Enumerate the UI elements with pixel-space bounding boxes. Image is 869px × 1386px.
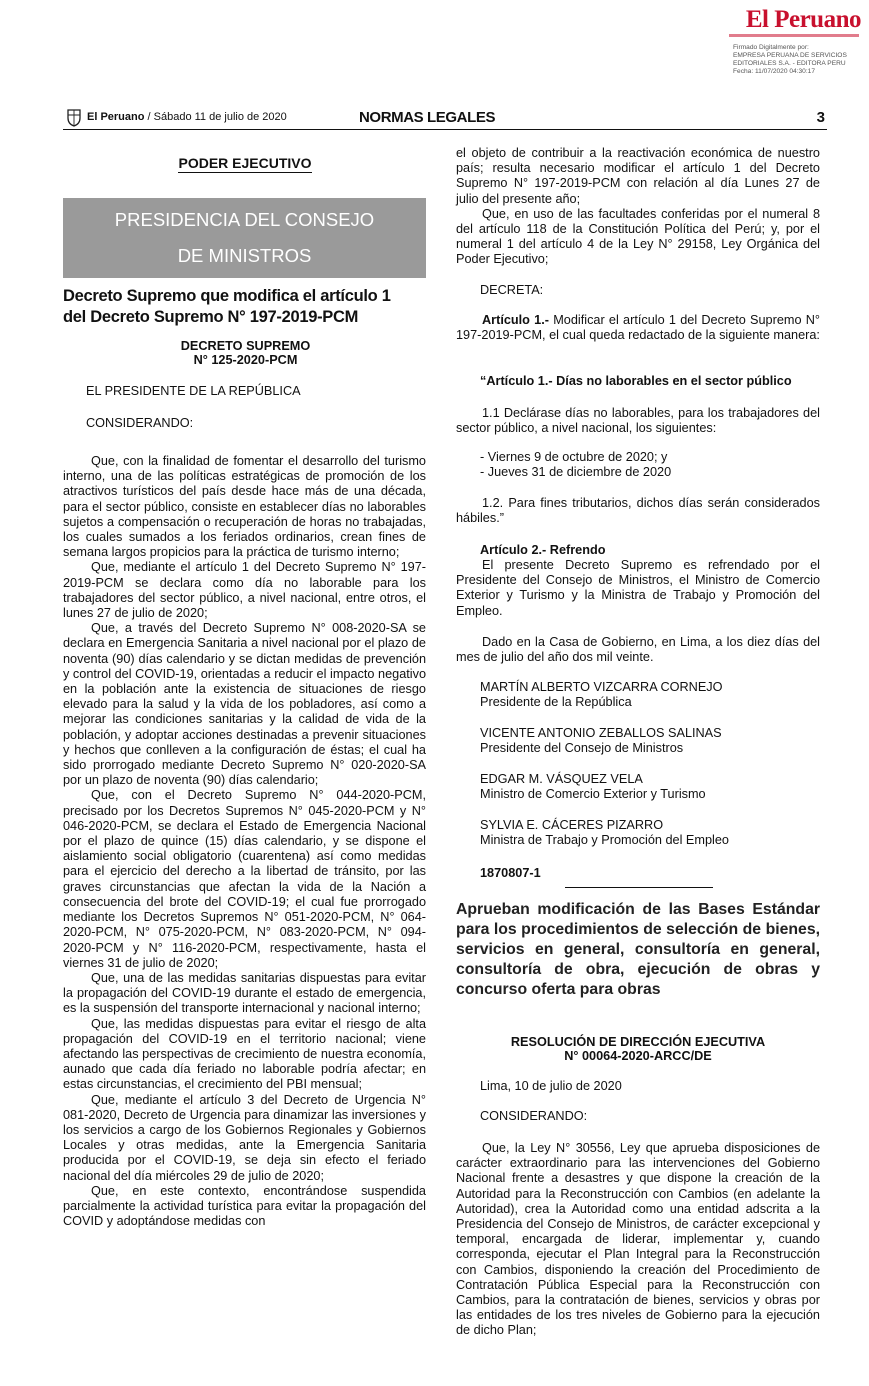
separator-rule — [565, 887, 713, 888]
dates-list — [480, 450, 820, 480]
article-1 — [456, 313, 820, 343]
ministry-name-line: PRESIDENCIA DEL CONSEJO — [114, 209, 375, 230]
article-1-label: Artículo 1.- — [482, 313, 549, 327]
signatory: SYLVIA E. CÁCERES PIZARRO Ministra de Trabajo y Promoción del Empleo — [480, 818, 729, 847]
coat-of-arms-icon — [65, 108, 83, 127]
item-1-1: 1.1 Declárase días no laborables, para los trabajadores del sector público, a nivel nacional, los siguientes: — [456, 406, 820, 436]
decreta-label: DECRETA: — [480, 283, 544, 297]
header-rule — [63, 129, 827, 130]
paragraph: el objeto de contribuir a la reactivación económica de nuestro país; resulta necesario modificar el artículo 1 del Decreto Supremo N° 197-2019-PCM con relación al día Lunes 27 de julio del presente año; — [456, 146, 820, 206]
paragraph: Que, a través del Decreto Supremo N° 008-2020-SA se declara en Emergencia Sanitaria a nivel nacional por el plazo de noventa (90) días calendario y se dictan medidas de prevención y control del COVID-19, orientadas a reducir el impacto negativo en la población ante la existencia de situaciones de riesgo elevado para la salud y la vida de los pobladores, así como a mejorar las condiciones sanitarias y la calidad de vida de la población, y adoptar acciones destinadas a prevenir situaciones y hechos que conlleven a la configuración de éstas; el cual ha sido prorrogado mediante Decreto Supremo N° 020-2020-SA por un plazo de noventa (90) días calendario; — [63, 621, 426, 788]
section-heading: PODER EJECUTIVO — [178, 155, 312, 171]
signatory: VICENTE ANTONIO ZEBALLOS SALINAS Presidente del Consejo de Ministros — [480, 726, 722, 755]
considerando-label: CONSIDERANDO: — [86, 416, 194, 430]
signature-line: EMPRESA PERUANA DE SERVICIOS — [733, 52, 847, 59]
signatories — [480, 680, 820, 848]
header-paper-date — [87, 111, 287, 123]
article-2-label: Artículo 2.- Refrendo — [480, 543, 606, 557]
logo-underline — [729, 34, 859, 37]
considerando-label-2: CONSIDERANDO: — [480, 1109, 588, 1123]
page-number: 3 — [816, 109, 825, 126]
right-top — [456, 146, 820, 268]
paragraph: Que, mediante el artículo 3 del Decreto de Urgencia N° 081-2020, Decreto de Urgencia para dinamizar las inversiones y los servicios a cargo de los Gobiernos Regionales y Gobiernos Locales y otras medidas, ante la Emergencia Sanitaria producida por el COVID-19, se deja sin efecto el feriado nacional del día miércoles 29 de julio de 2020; — [63, 1092, 426, 1183]
ministry-band — [63, 198, 426, 278]
left-body — [63, 454, 426, 1229]
paragraph: Que, mediante el artículo 1 del Decreto Supremo N° 197-2019-PCM se declara como día no laborable para los trabajadores del sector público, a nivel nacional, entre otros, el lunes 27 de julio de 2020; — [63, 560, 426, 621]
president-line: EL PRESIDENTE DE LA REPÚBLICA — [86, 384, 301, 398]
given-clause: Dado en la Casa de Gobierno, en Lima, a los diez días del mes de julio del año dos mil veinte. — [456, 635, 820, 665]
signature-line: Firmado Digitalmente por: — [733, 44, 809, 51]
ministry-name-line: DE MINISTROS — [177, 245, 312, 266]
resolution-title: Aprueban modificación de las Bases Estándar para los procedimientos de selección de bienes, servicios en general, consultoría en general, consultoría de obra, ejecución de obras y concurso oferta para obras — [456, 901, 820, 998]
paragraph: Que, con el Decreto Supremo N° 044-2020-PCM, precisado por los Decretos Supremos N° 045-2020-PCM y N° 046-2020-PCM, se declara el Estado de Emergencia Nacional por el plazo de quince (15) días calendario, y se dispone el aislamiento social obligatorio (cuarentena) así como medidas para el ejercicio del derecho a la libertad de tránsito, por las graves circunstancias que afectan la vida de la Nación a consecuencia del brote del COVID-19; el cual fue prorrogado mediante los Decretos Supremos N° 051-2020-PCM, N° 064-2020-PCM, N° 075-2020-PCM, N° 083-2020-PCM, N° 094-2020-PCM y N° 116-2020-PCM, respectivamente, hasta el viernes 31 de julio de 2020; — [63, 788, 426, 970]
right-last-paragraph: Que, la Ley N° 30556, Ley que aprueba disposiciones de carácter extraordinario para las intervenciones del Gobierno Nacional frente a desastres y que dispone la creación de la Autoridad para la Reconstrucción con Cambios (en adelante la Autoridad), crea la Autoridad como una entidad adscrita a la Presidencia del Consejo de Ministros, de carácter excepcional y temporal, encargada de liderar, implementar y, cuando corresponda, ejecutar el Plan Integral para la Reconstrucción con Cambios, disponiendo la creación del Procedimiento de Contratación Pública Especial para la Reconstrucción con Cambios, para la contratación de bienes, servicios y obras por las entidades de los tres niveles de Gobierno para la ejecución de dicho Plan; — [456, 1141, 820, 1338]
digital-signature — [733, 44, 863, 76]
el-peruano-logo: El Peruano — [745, 6, 861, 33]
header-paper: El Peruano — [87, 111, 145, 123]
decree-number: DECRETO SUPREMO N° 125-2020-PCM — [180, 339, 311, 367]
item-1-2: 1.2. Para fines tributarios, dichos días serán considerados hábiles.” — [456, 496, 820, 526]
article-1-text: Modificar el artículo 1 del Decreto Supremo N° 197-2019-PCM, el cual queda redactado de la siguiente manera: — [456, 313, 820, 343]
decree-title: Decreto Supremo que modifica el artículo 1 del Decreto Supremo N° 197-2019-PCM — [63, 287, 391, 326]
paragraph: Que, con la finalidad de fomentar el desarrollo del turismo interno, una de las políticas estratégicas de promoción de los atractivos turísticos del país desde hace más de una década, para el sector público, consiste en establecer días no laborables sujetos a compensación o recuperación de horas no trabajadas, los cuales sumados a los feriados ordinarios, crean fines de semana largos propicios para la práctica de turismo interno; — [63, 454, 426, 560]
paragraph: Que, en este contexto, encontrándose suspendida parcialmente la actividad turística para evitar la propagación del COVID y adoptándose medidas con — [63, 1183, 426, 1229]
header-section: NORMAS LEGALES — [359, 109, 496, 126]
page-header — [63, 108, 827, 130]
paragraph: Que, en uso de las facultades conferidas por el numeral 8 del artículo 118 de la Constitución Política del Perú; y, por el numeral 1 del artículo 4 de la Ley N° 29158, Ley Orgánica del Poder Ejecutivo; — [456, 206, 820, 267]
date-item: - Viernes 9 de octubre de 2020; y — [480, 450, 668, 464]
signature-line: Fecha: 11/07/2020 04:30:17 — [733, 68, 815, 75]
header-date: / Sábado 11 de julio de 2020 — [144, 111, 287, 123]
signatory: EDGAR M. VÁSQUEZ VELA Ministro de Comercio Exterior y Turismo — [480, 772, 706, 801]
resolution-number: RESOLUCIÓN DE DIRECCIÓN EJECUTIVA N° 00064-2020-ARCC/DE — [510, 1035, 766, 1063]
paragraph: Que, las medidas dispuestas para evitar el riesgo de alta propagación del COVID-19 en el territorio nacional; viene afectando las perspectivas de crecimiento de nuestra economía, aunado que cada día feriado no laborable podría afectar; en estas circunstancias, el crecimiento del PBI mensual; — [63, 1016, 426, 1092]
paragraph: Que, una de las medidas sanitarias dispuestas para evitar la propagación del COVID-19 durante el estado de emergencia, es la suspensión del transporte internacional y nacional interno; — [63, 970, 426, 1016]
publication-code: 1870807-1 — [480, 866, 541, 880]
article-2-text: El presente Decreto Supremo es refrendado por el Presidente del Consejo de Ministros, el Ministro de Comercio Exterior y Turismo y la Ministra de Trabajo y Promoción del Empleo. — [456, 558, 820, 618]
signatory: MARTÍN ALBERTO VIZCARRA CORNEJO Presidente de la República — [480, 680, 723, 709]
date-item: - Jueves 31 de diciembre de 2020 — [480, 465, 672, 480]
signature-line: EDITORIALES S.A. - EDITORA PERU — [733, 60, 846, 67]
place-date: Lima, 10 de julio de 2020 — [480, 1079, 622, 1093]
article-1-quote-title: “Artículo 1.- Días no laborables en el sector público — [480, 374, 792, 388]
